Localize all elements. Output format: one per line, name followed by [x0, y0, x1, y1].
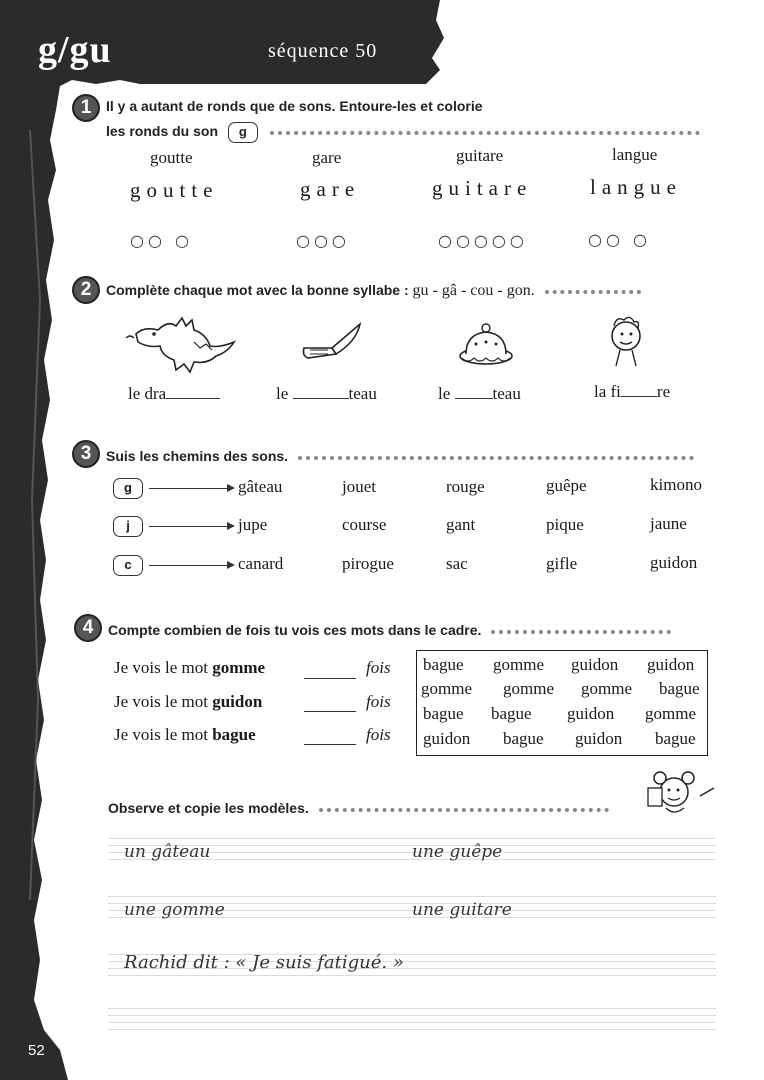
copy-instruction — [108, 800, 609, 816]
ex4-count-input-1[interactable] — [304, 678, 356, 679]
ex4-line-2-word: guidon — [212, 692, 263, 711]
frame-word: bague — [423, 655, 464, 674]
frame-word: guidon — [423, 729, 471, 748]
knife-icon — [298, 320, 368, 366]
ex3-row1-word5[interactable]: kimono — [650, 475, 702, 494]
ex4-line-1 — [114, 658, 265, 678]
ex4-line-3-prefix: Je vois le mot — [114, 725, 208, 744]
ex4-line-1-unit: fois — [366, 658, 391, 677]
ex4-instruction-text: Compte combien de fois tu vois ces mots dans le cadre. — [108, 622, 482, 638]
copy-model-1: un gâteau — [124, 842, 211, 862]
ex3-path-row-3 — [113, 553, 233, 577]
ex4-line-2-prefix: Je vois le mot — [114, 692, 208, 711]
ex2-item-3-blank[interactable] — [455, 398, 493, 399]
ex1-line2-text: les ronds du son — [106, 123, 219, 139]
dotted-leader — [491, 628, 671, 634]
dotted-leader — [545, 288, 641, 294]
arrow-icon — [149, 565, 233, 566]
ex3-row3-word3[interactable]: sac — [446, 554, 468, 573]
ex2-item-1-before: le dra — [128, 384, 167, 403]
ex1-circles-2[interactable]: ○○○ — [296, 231, 350, 250]
ex3-sound-box-2: j — [113, 516, 143, 537]
frame-word: bague — [659, 679, 700, 698]
ex4-line-3-unit: fois — [366, 725, 391, 744]
sequence-number: séquence 50 — [268, 40, 378, 62]
ex4-count-input-2[interactable] — [304, 711, 356, 712]
face-icon — [604, 312, 652, 368]
copy-model-3: une gomme — [124, 900, 225, 920]
ex4-line-3 — [114, 725, 256, 745]
dragon-icon — [124, 312, 244, 374]
ruled-lines-4[interactable] — [108, 1008, 716, 1036]
ex3-row2-word4[interactable]: pique — [546, 515, 584, 534]
sound-box-g: g — [228, 122, 258, 143]
ex1-circles-4[interactable]: ○○ ○ — [588, 230, 651, 249]
copy-instruction-text: Observe et copie les modèles. — [108, 800, 309, 816]
frame-word: gomme — [493, 655, 544, 674]
ex4-line-2 — [114, 692, 262, 712]
exercise-2-number: 2 — [72, 276, 100, 304]
ex2-item-4-before: la fi — [594, 382, 621, 401]
frame-word: guidon — [567, 704, 615, 723]
ex3-row3-word2[interactable]: pirogue — [342, 554, 394, 573]
ex3-instruction-text: Suis les chemins des sons. — [106, 448, 289, 464]
ex2-item-4 — [594, 382, 670, 402]
ex2-item-2-blank[interactable] — [293, 398, 349, 399]
ex4-line-1-word: gomme — [212, 658, 266, 677]
arrow-icon — [149, 488, 233, 489]
ex1-word-4: langue — [612, 145, 658, 164]
exercise-1-number: 1 — [72, 94, 100, 122]
frame-word: bague — [491, 704, 532, 723]
copy-model-4: une guitare — [412, 900, 512, 920]
frame-word: bague — [423, 704, 464, 723]
arrow-icon — [149, 526, 233, 527]
ex2-item-3-before: le — [438, 384, 451, 403]
ex1-spaced-2: gare — [300, 177, 361, 201]
ex2-item-4-after: re — [656, 382, 671, 401]
exercise-4-instruction — [108, 622, 671, 638]
ex2-item-1 — [128, 384, 220, 404]
frame-word: gomme — [581, 679, 632, 698]
word-frame — [416, 650, 708, 756]
ex3-row1-word3[interactable]: rouge — [446, 477, 485, 496]
ex2-item-3-after: teau — [492, 384, 521, 403]
frame-word: guidon — [575, 729, 623, 748]
ex3-path-row-2 — [113, 514, 233, 538]
ex1-spaced-1: goutte — [130, 178, 219, 202]
ex1-circles-1[interactable]: ○○ ○ — [130, 231, 193, 250]
ex3-row3-word4[interactable]: gifle — [546, 554, 578, 573]
ex3-path-row-1 — [113, 476, 233, 500]
ex2-item-3 — [438, 384, 521, 404]
ex3-sound-box-3: c — [113, 555, 143, 576]
ex1-word-1: goutte — [150, 148, 193, 167]
ex4-line-1-prefix: Je vois le mot — [114, 658, 208, 677]
dotted-leader — [270, 129, 700, 135]
ex3-row1-word1[interactable]: gâteau — [238, 477, 283, 496]
exercise-1-instruction-line2 — [106, 122, 700, 143]
exercise-2-instruction — [106, 282, 641, 300]
ex3-row3-word5[interactable]: guidon — [650, 553, 698, 572]
ex3-row2-word1[interactable]: jupe — [238, 515, 268, 534]
ex2-instruction-text: Complète chaque mot avec la bonne syllabe : — [106, 282, 409, 298]
ex4-line-3-word: bague — [212, 725, 256, 744]
sequence-title: g/gu — [38, 29, 112, 71]
ex3-row1-word4[interactable]: guêpe — [546, 476, 587, 495]
frame-word: gomme — [421, 679, 472, 698]
ex3-row2-word5[interactable]: jaune — [650, 514, 687, 533]
ex1-word-3: guitare — [456, 146, 504, 165]
ex1-word-2: gare — [312, 148, 342, 167]
exercise-3-instruction — [106, 448, 694, 464]
copy-model-2: une guêpe — [412, 842, 503, 862]
dotted-leader — [298, 454, 694, 460]
ex4-count-input-3[interactable] — [304, 744, 356, 745]
ex3-sound-box-1: g — [113, 478, 143, 499]
ex2-syllables: gu - gâ - cou - gon. — [412, 282, 535, 299]
frame-word: gomme — [645, 704, 696, 723]
ex3-row2-word2[interactable]: course — [342, 515, 387, 534]
page-number: 52 — [28, 1042, 45, 1059]
ex2-item-1-blank[interactable] — [166, 398, 220, 399]
exercise-4-number: 4 — [74, 614, 102, 642]
girl-with-board-icon — [644, 766, 720, 822]
exercise-3-number: 3 — [72, 440, 100, 468]
ex2-item-4-blank[interactable] — [621, 396, 657, 397]
dotted-leader — [319, 806, 609, 812]
ex3-row3-word1[interactable]: canard — [238, 554, 284, 573]
ex2-item-2 — [276, 384, 377, 404]
ex1-spaced-3: guitare — [432, 176, 533, 200]
exercise-1-instruction-line1: Il y a autant de ronds que de sons. Entoure-les et colorie — [106, 98, 483, 114]
frame-word: gomme — [503, 679, 554, 698]
ex3-row1-word2[interactable]: jouet — [342, 477, 376, 496]
ex4-line-2-unit: fois — [366, 692, 391, 711]
frame-word: guidon — [571, 655, 619, 674]
ex3-row2-word3[interactable]: gant — [446, 515, 476, 534]
ex2-item-2-after: teau — [348, 384, 377, 403]
frame-word: bague — [503, 729, 544, 748]
frame-word: guidon — [647, 655, 695, 674]
ex2-item-2-before: le — [276, 384, 289, 403]
ex1-spaced-4: langue — [590, 175, 682, 199]
frame-word: bague — [655, 729, 696, 748]
cake-icon — [456, 320, 516, 368]
ex1-circles-3[interactable]: ○○○○○ — [438, 231, 528, 250]
copy-sentence: Rachid dit : « Je suis fatigué. » — [124, 952, 404, 973]
